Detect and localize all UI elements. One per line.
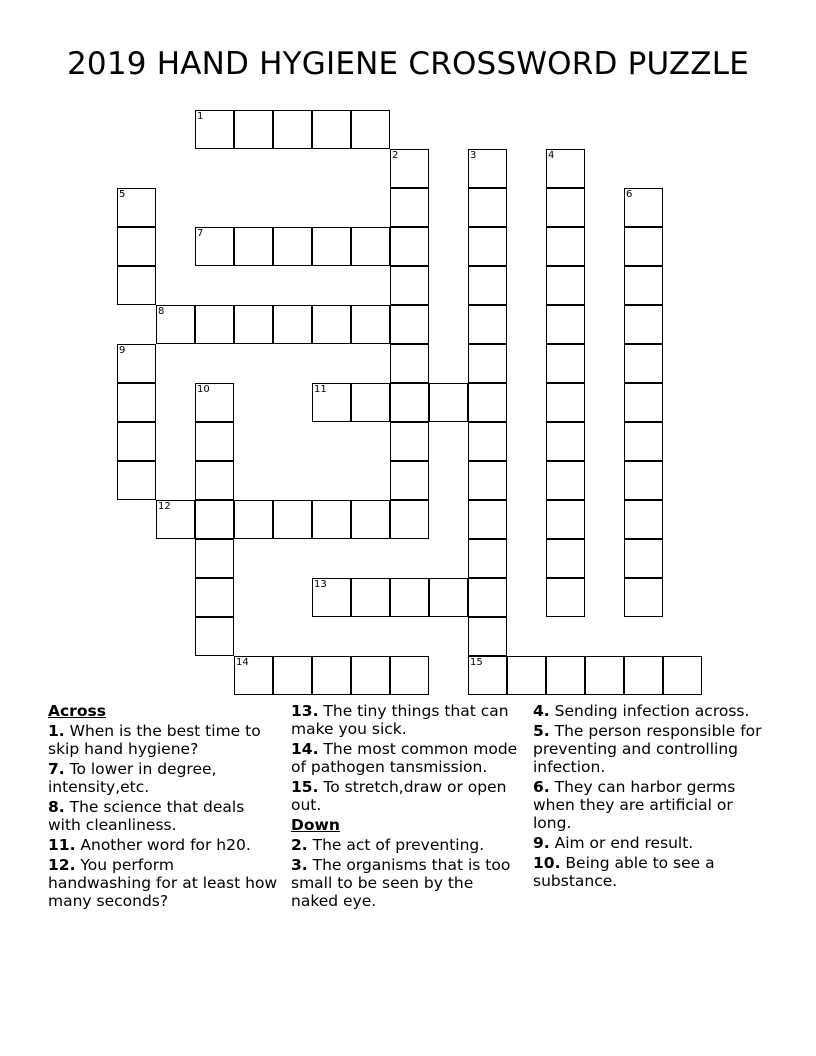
grid-cell[interactable] [195,461,234,500]
grid-cell[interactable] [390,149,429,188]
grid-cell[interactable] [195,578,234,617]
clue-item [291,836,523,854]
grid-cell[interactable] [390,500,429,539]
clue-text: The organisms that is too small to be seen by the naked eye. [291,856,511,910]
clue-text: When is the best time to skip hand hygiene? [48,722,261,758]
grid-cell[interactable] [468,539,507,578]
clue-number: 3. [291,856,308,874]
clue-number: 15. [291,778,319,796]
grid-cell[interactable] [312,656,351,695]
clue-text: Being able to see a substance. [533,854,715,890]
grid-cell[interactable] [117,266,156,305]
clue-number: 14. [291,740,319,758]
clues-column-1 [48,702,280,912]
grid-cell[interactable] [546,461,585,500]
clue-item [291,856,523,910]
grid-cell[interactable] [546,305,585,344]
clue-text: The person responsible for preventing and controlling infection. [533,722,762,776]
clues-column-2 [291,702,523,912]
clue-item [533,854,765,890]
clue-text: To stretch,draw or open out. [291,778,507,814]
grid-cell[interactable] [390,227,429,266]
grid-cell[interactable] [195,617,234,656]
grid-cell[interactable] [351,110,390,149]
grid-cell[interactable] [312,110,351,149]
grid-cell[interactable] [663,656,702,695]
grid-cell[interactable] [312,383,351,422]
cell-number: 11 [314,384,327,395]
grid-cell[interactable] [546,578,585,617]
clue-text: You perform handwashing for at least how many seconds? [48,856,278,910]
grid-cell[interactable] [351,227,390,266]
grid-cell[interactable] [390,422,429,461]
grid-cell[interactable] [546,149,585,188]
grid-cell[interactable] [390,461,429,500]
clue-text: To lower in degree, intensity,etc. [48,760,217,796]
clue-item [533,834,765,852]
grid-cell[interactable] [195,500,234,539]
grid-cell[interactable] [390,188,429,227]
clue-number: 10. [533,854,561,872]
grid-cell[interactable] [546,539,585,578]
grid-cell[interactable] [624,188,663,227]
grid-cell[interactable] [312,578,351,617]
cell-number: 15 [470,657,483,668]
grid-cell[interactable] [546,266,585,305]
clue-text: They can harbor germs when they are artificial or long. [533,778,736,832]
clue-text: The science that deals with cleanliness. [48,798,245,834]
grid-cell[interactable] [468,188,507,227]
page-title: 2019 HAND HYGIENE CROSSWORD PUZZLE [66,46,750,82]
clue-number: 7. [48,760,65,778]
clue-item [291,778,523,814]
grid-cell[interactable] [624,656,663,695]
clue-item [291,740,523,776]
cell-number: 3 [470,150,477,161]
clue-number: 1. [48,722,65,740]
grid-cell[interactable] [429,578,468,617]
grid-cell[interactable] [117,344,156,383]
grid-cell[interactable] [117,227,156,266]
clue-text: The act of preventing. [307,836,485,854]
grid-cell[interactable] [624,539,663,578]
grid-cell[interactable] [507,656,546,695]
cell-number: 8 [158,306,165,317]
grid-cell[interactable] [273,656,312,695]
clue-item [48,760,280,796]
grid-cell[interactable] [234,656,273,695]
grid-cell[interactable] [234,305,273,344]
clue-item [48,722,280,758]
grid-cell[interactable] [273,305,312,344]
cell-number: 10 [197,384,210,395]
grid-cell[interactable] [624,500,663,539]
grid-cell[interactable] [273,500,312,539]
cell-number: 13 [314,579,327,590]
cell-number: 5 [119,189,126,200]
grid-cell[interactable] [234,500,273,539]
clue-item [48,798,280,834]
grid-cell[interactable] [156,500,195,539]
grid-cell[interactable] [468,578,507,617]
grid-cell[interactable] [546,656,585,695]
cell-number: 2 [392,150,399,161]
cell-number: 9 [119,345,126,356]
grid-cell[interactable] [195,422,234,461]
grid-cell[interactable] [468,500,507,539]
clue-text: Another word for h20. [75,836,251,854]
down-heading: Down [291,816,340,834]
grid-cell[interactable] [351,656,390,695]
clue-number: 9. [533,834,550,852]
grid-cell[interactable] [468,266,507,305]
grid-cell[interactable] [351,578,390,617]
grid-cell[interactable] [312,500,351,539]
clue-item [533,722,765,776]
clue-item [533,778,765,832]
clue-number: 13. [291,702,319,720]
grid-cell[interactable] [390,578,429,617]
grid-cell[interactable] [273,110,312,149]
grid-cell[interactable] [624,383,663,422]
clue-number: 2. [291,836,308,854]
grid-cell[interactable] [546,188,585,227]
cell-number: 4 [548,150,555,161]
clue-number: 8. [48,798,65,816]
cell-number: 14 [236,657,249,668]
grid-cell[interactable] [468,461,507,500]
grid-cell[interactable] [624,461,663,500]
grid-cell[interactable] [117,383,156,422]
grid-cell[interactable] [429,383,468,422]
grid-cell[interactable] [468,305,507,344]
cell-number: 12 [158,501,171,512]
clue-item [48,836,280,854]
grid-cell[interactable] [117,461,156,500]
grid-cell[interactable] [390,383,429,422]
grid-cell[interactable] [351,500,390,539]
grid-cell[interactable] [195,383,234,422]
grid-cell[interactable] [351,305,390,344]
cell-number: 6 [626,189,633,200]
grid-cell[interactable] [234,227,273,266]
clue-text: Sending infection across. [549,702,750,720]
grid-cell[interactable] [468,656,507,695]
grid-cell[interactable] [117,422,156,461]
grid-cell[interactable] [546,227,585,266]
grid-cell[interactable] [234,110,273,149]
grid-cell[interactable] [273,227,312,266]
grid-cell[interactable] [312,305,351,344]
clues-column-3 [533,702,765,892]
clue-item [291,702,523,738]
grid-cell[interactable] [390,305,429,344]
clue-item [48,856,280,910]
grid-cell[interactable] [468,617,507,656]
grid-cell[interactable] [312,227,351,266]
clue-number: 5. [533,722,550,740]
grid-cell[interactable] [468,149,507,188]
grid-cell[interactable] [351,383,390,422]
clue-text: The most common mode of pathogen tansmission. [291,740,518,776]
grid-cell[interactable] [390,266,429,305]
clue-number: 12. [48,856,76,874]
cell-number: 1 [197,111,204,122]
grid-cell[interactable] [195,305,234,344]
grid-cell[interactable] [390,656,429,695]
grid-cell[interactable] [468,422,507,461]
clue-number: 4. [533,702,550,720]
grid-cell[interactable] [624,344,663,383]
grid-cell[interactable] [468,383,507,422]
clue-item [533,702,765,720]
grid-cell[interactable] [624,227,663,266]
grid-cell[interactable] [117,188,156,227]
grid-cell[interactable] [390,344,429,383]
clue-text: Aim or end result. [549,834,694,852]
clue-number: 11. [48,836,76,854]
grid-cell[interactable] [195,539,234,578]
grid-cell[interactable] [546,422,585,461]
grid-cell[interactable] [468,227,507,266]
grid-cell[interactable] [195,110,234,149]
grid-cell[interactable] [546,344,585,383]
grid-cell[interactable] [546,500,585,539]
grid-cell[interactable] [468,344,507,383]
grid-cell[interactable] [585,656,624,695]
grid-cell[interactable] [624,266,663,305]
grid-cell[interactable] [156,305,195,344]
grid-cell[interactable] [624,422,663,461]
grid-cell[interactable] [624,578,663,617]
across-heading: Across [48,702,106,720]
cell-number: 7 [197,228,204,239]
grid-cell[interactable] [546,383,585,422]
grid-cell[interactable] [195,227,234,266]
clue-text: The tiny things that can make you sick. [291,702,509,738]
clue-number: 6. [533,778,550,796]
grid-cell[interactable] [624,305,663,344]
